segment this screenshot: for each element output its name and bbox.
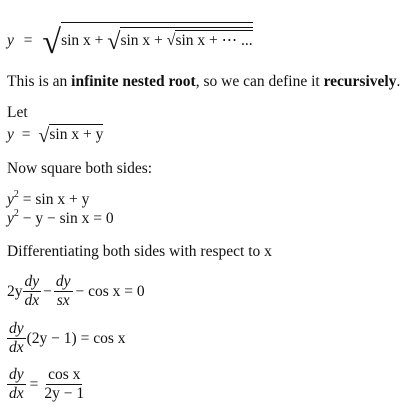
intro-text-1: This is an xyxy=(7,73,72,90)
derivative-equation xyxy=(7,273,145,310)
outer-radical: √sin x + √sin x + √sin x + ⋯ ... xyxy=(42,24,253,61)
square-label: Now square both sides: xyxy=(7,160,153,177)
minus-sign: − xyxy=(43,282,52,300)
squared-equation-2 xyxy=(7,210,114,227)
middle-radicand-term: sin x + xyxy=(120,32,163,49)
fraction-dy-sx xyxy=(54,273,73,310)
squared-equation-1 xyxy=(7,191,89,208)
intro-text-3: . xyxy=(396,73,401,90)
fraction-numerator: dy xyxy=(9,320,24,337)
fraction-numerator: dy xyxy=(9,366,24,383)
fraction-numerator: dy xyxy=(24,273,40,290)
fraction-result xyxy=(42,366,86,403)
fraction-denominator: sx xyxy=(56,291,70,309)
intro-bold-1: infinite nested root xyxy=(71,73,196,90)
let-label: Let xyxy=(7,104,28,121)
eq1-lhs: y xyxy=(7,191,14,208)
diff-tail: − cos x = 0 xyxy=(75,282,145,300)
let-equation xyxy=(7,124,104,147)
eq2-rhs: − y − sin x = 0 xyxy=(18,210,114,227)
eq1-rhs: = sin x + y xyxy=(18,191,90,208)
diff-label: Differentiating both sides with respect to x xyxy=(7,243,272,260)
fraction-numerator: cos x xyxy=(48,366,81,383)
fraction-denominator: 2y − 1 xyxy=(44,384,85,402)
outer-radicand-term: sin x + xyxy=(61,32,104,49)
intro-text-2: , so we can define it xyxy=(195,73,324,90)
fraction-denominator: dx xyxy=(24,291,40,309)
intro-sentence xyxy=(7,73,400,90)
diff-coefficient: 2y xyxy=(7,282,23,300)
eq2-lhs: y xyxy=(7,210,14,227)
fraction-denominator: dx xyxy=(9,384,24,402)
fraction-dy-dx xyxy=(23,273,42,310)
fraction-dy-dx xyxy=(7,320,26,357)
fraction-denominator: dx xyxy=(9,338,24,356)
let-radicand: sin x + y xyxy=(49,126,104,143)
eq2-exponent: 2 xyxy=(13,208,19,219)
factor-tail: (2y − 1) = cos x xyxy=(26,329,126,347)
nested-radical-equation xyxy=(7,22,253,61)
middle-radical: √sin x + √sin x + ⋯ ... xyxy=(107,29,253,55)
eq1-exponent: 2 xyxy=(13,189,19,200)
fraction-numerator: dy xyxy=(55,273,71,290)
intro-bold-2: recursively xyxy=(323,73,397,90)
inner-radicand-term: sin x + ⋯ ... xyxy=(175,32,253,49)
let-equals: = xyxy=(21,126,31,143)
fraction-dy-dx xyxy=(7,366,26,403)
let-lhs: y xyxy=(7,126,14,143)
factored-equation xyxy=(7,320,125,357)
inner-radical: √sin x + ⋯ ... xyxy=(166,32,253,49)
equals-sign: = xyxy=(23,32,33,49)
let-radical: √sin x + y xyxy=(38,125,104,147)
result-equals: = xyxy=(29,375,39,393)
lhs-variable: y xyxy=(7,32,14,49)
result-equation xyxy=(7,366,86,403)
